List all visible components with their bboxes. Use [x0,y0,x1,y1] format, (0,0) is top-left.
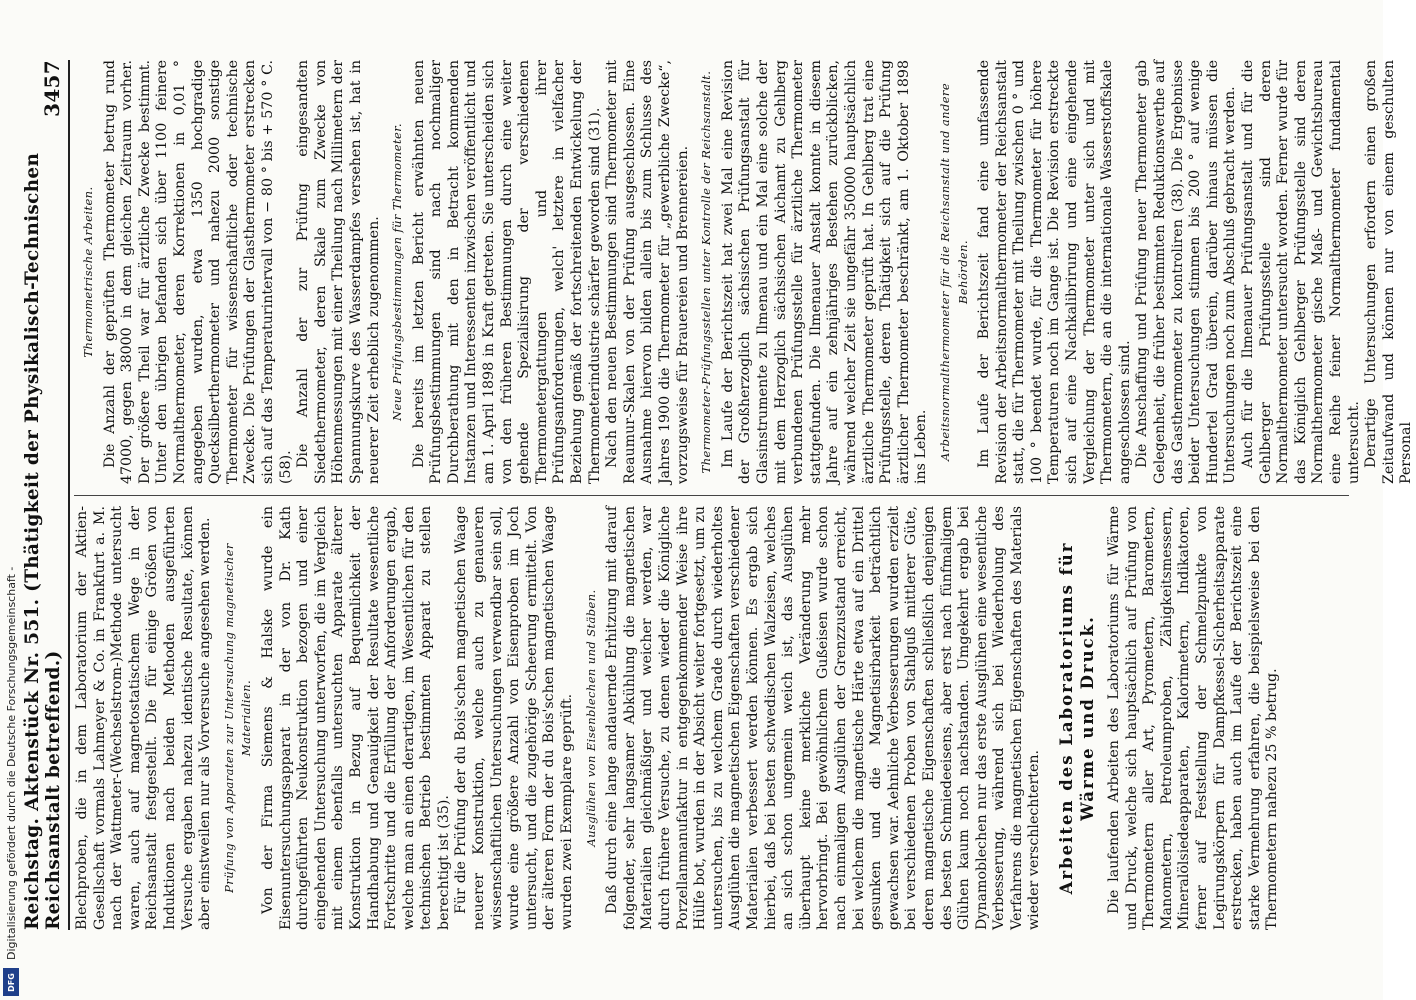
page-header [24,60,70,930]
subheading: Neue Prüfungsbestimmungen für Thermometer. [390,123,405,421]
paragraph: Die Anzahl der zur Prüfung eingesandten Siedethermometer, deren Skale zum Zwecke von Höhenmessungen mit einer Theilung nach Millimetern der Spannungskurve des Wasserdampfes versehen ist, hat in neuerer Zeit erheblich zugenommen. [295,60,382,484]
paragraph: Für die Prüfung der du Bois'schen magnetischen Waage neuerer Konstruktion, welche auch zu genaueren wissenschaftlichen Untersuchungen verwendbar sein soll, wurde eine größere Anzahl von Eisenproben im Joch untersucht, und die zugehörige Scheerung ermittelt. Von der älteren Form der du Bois'schen magnetischen Waage wurden zwei Exemplare geprüft. [453,506,576,930]
footer-credit: Digitalisierung gefördert durch die Deutsche Forschungsgemeinschaft - [5,566,18,960]
section-title: Arbeiten des Laboratoriums für Wärme und Druck. [1057,541,1098,895]
digitization-footer [3,0,21,1000]
dfg-logo-icon [3,968,19,996]
paragraph: Die laufenden Arbeiten des Laboratoriums für Wärme und Druck, welche sich hauptsächlich auf Prüfung von Thermometern aller Art, Pyrometern, Barometern, Manometern, Petroleumproben, Zähigkeitsmessern, Mineralölsiedeapparaten, Kalorimetern, Indikatoren, ferner auf Feststellung der Schmelzpunkte von Legirungskörpern für Dampfkessel-Sicherheitsapparate erstrecken, haben auch im Laufe der Berichtszeit eine starke Vermehrung erfahren, die beispielsweise bei den Thermometern nahezu 25 % betrug. [1106,506,1281,930]
paragraph: Blechproben, die in dem Laboratorium der Aktien-Gesellschaft vormals Lahmeyer & Co. in Frankfurt a. M. nach der Wattmeter-(Wechselstrom-)Methode untersucht waren, auch auf magnetostatischem Wege in der Reichsanstalt festgestellt. Die für einige Größen von Induktionen nach beiden Methoden ausgeführten Versuche ergaben nahezu identische Resultate, können aber einstweilen nur als Vorversuche angesehen werden. [74,506,214,930]
paragraph: Von der Firma Siemens & Halske wurde ein Eisenuntersuchungsapparat in der von Dr. Kath durchgeführten Neukonstruktion bezogen und einer eingehenden Untersuchung unterworfen, die im Vergleich mit einem ebenfalls untersuchten Apparate älterer Konstruktion in Bezug auf Bequemlichkeit der Handhabung und Genauigkeit der Resultate wesentliche Fortschritte und die Erfüllung der Anforderungen ergab, welche man an einen derartigen, im Wesentlichen für den technischen Betrieb bestimmten Apparat zu stellen berechtigt ist (35). [259,506,452,930]
paragraph: Auch für die Ilmenauer Prüfungsanstalt und für die Gehlberger Prüfungsstelle sind deren Normalthermometer untersucht worden. Ferner wurde für das Königlich Gehlberger Prüfungsstelle sind deren Normalthermometer gische Maß- und Gewichtsbureau eine Reihe feiner Normalthermometer fundamental untersucht. [1240,60,1362,484]
paragraph: Daß durch eine lange andauernde Erhitzung mit darauf folgender, sehr langsamer Abkühlung die magnetischen Materialien gleichmäßiger und weicher werden, war durch frühere Versuche, zu denen wieder die Königliche Porzellanmanufaktur in entgegenkommender Weise ihre Hülfe bot, wurden in der Absicht weiter fortgesetzt, um zu untersuchen, bis zu welchem Grade durch wiederholtes Ausglühen die magnetischen Eigenschaften verschiedener Materialien verbessert werden können. Es ergab sich hierbei, daß bei besten schwedischen Walzeisen, welches an sich schon ungemein weich ist, das Ausglühen überhaupt keine merkliche Veränderung mehr hervorbringt. Bei gewöhnlichem Gußeisen wurde schon nach einmaligem Ausglühen der Grenzzustand erreicht, bei welchem die magnetische Härte etwa auf ein Drittel gesunken und die Magnetisirbarkeit beträchtlich gewachsen war. Aehnliche Verbesserungen wurden erzielt bei verschiedenen Proben von Stahlguß mittlerer Güte, deren magnetische Eigenschaften schließlich denjenigen des besten Schmiedeeisens, aber erst nach fünfmaligem Glühen kaum noch nachstanden. Umgekehrt ergab bei Dynamoblechen nur das erste Ausglühen eine wesentliche Verbesserung, während sich bei Wiederholung des Verfahrens die magnetischen Eigenschaften des Materials wieder verschlechterten. [604,506,1043,930]
subheading: Ausglühen von Eisenblechen und Stäben. [583,589,598,847]
right-column [74,60,1415,484]
header-title: Reichstag. Aktenstück Nr. 551. (Thätigkeit der Physikalisch-Technischen Reichsanstalt betreffend.) [22,152,64,930]
subheading: Prüfung von Apparaten zur Untersuchung magnetischer Materialien. [221,543,254,893]
left-column [74,506,1349,930]
subheading: Arbeitsnormalthermometer für die Reichsanstalt und andere Behörden. [937,82,970,462]
paragraph: Derartige Untersuchungen erfordern einen großen Zeitaufwand und können nur von einem geschulten Personal [1363,60,1415,484]
paragraph: Die Anschaffung und Prüfung neuer Thermometer gab Gelegenheit, die früher bestimmten Reduktionswerthe auf das Gasthermometer zu kontroliren (38). Die Ergebnisse beider Untersuchungen stimmen bis 200 ° auf wenige Hundertel Grad überein, darüber hinaus müssen die Untersuchungen noch zum Abschluß gebracht werden. [1134,60,1239,484]
dfg-logo-text: DFG [6,972,16,992]
paragraph: Im Laufe der Berichtszeit hat zwei Mal eine Revision der Großherzoglich sächsischen Prüfungsanstalt für Glasinstrumente zu Ilmenau und ein Mal eine solche der mit dem Herzoglich sächsischen Aichamt zu Gehlberg verbundenen Prüfungsstelle für ärztliche Thermometer stattgefunden. Die Ilmenauer Anstalt konnte in diesem Jahre auf ein zehnjähriges Bestehen zurückblicken, während welcher Zeit sie ungefähr 350000 hauptsächlich ärztliche Thermometer geprüft hat. In Gehlberg trat eine Prüfungsstelle, deren Thätigkeit sich auf die Prüfung ärztlicher Thermometer beschränkt, am 1. Oktober 1898 ins Leben. [719,60,930,484]
paragraph: Nach den neuen Bestimmungen sind Thermometer mit Reaumur-Skalen von der Prüfung ausgeschlossen. Eine Ausnahme hiervon bilden allein bis zum Schlusse des Jahres 1900 die Thermometer für „gewerbliche Zwecke“, vorzugsweise für Brauereien und Brennereien. [604,60,691,484]
column-divider [74,495,1349,496]
paragraph: Die bereits im letzten Bericht erwähnten neuen Prüfungsbestimmungen sind nach nochmaliger Durchberathung mit den in Betracht kommenden Instanzen und Interessenten inzwischen veröffentlicht und am 1. April 1898 in Kraft getreten. Sie unterscheiden sich von den früheren Bestimmungen durch eine weiter gehende Spezialisirung der verschiedenen Thermometergattungen und ihrer Prüfungsanforderungen, welch' letztere in vielfacher Beziehung gemäß der fortschreitenden Entwickelung der Thermometerindustrie schärfer geworden sind (31). [410,60,603,484]
subheading: Thermometrische Arbeiten. [81,186,95,358]
paragraph: Im Laufe der Berichtszeit fand eine umfassende Revision der Arbeitsnormalthermometer der Reichsanstalt statt, die für Thermometer mit Theilung zwischen 0 ° und 100 ° beendet wurde, für die Thermometer für höhere Temperaturen noch im Gange ist. Die Revision erstreckte sich auf eine Nachkalibrirung und eine eingehende Vergleichung der Thermometer unter sich und mit Thermometern, die an die internationale Wasserstoffskale angeschlossen sind. [976,60,1133,484]
paragraph: Die Anzahl der geprüften Thermometer betrug rund 47000, gegen 38000 in dem gleichen Zeitraum vorher. Der größere Theil war für ärztliche Zwecke bestimmt. Unter den übrigen befanden sich über 1100 feinere Normalthermometer, deren Korrektionen in 0,01 ° angegeben wurden, etwa 1350 hochgradige Quecksilberthermometer und nahezu 2000 sonstige Thermometer für wissenschaftliche oder technische Zwecke. Die Prüfungen der Glasthermometer erstrecken sich auf das Temperaturintervall von − 80 ° bis + 570 ° C. (58). [101,60,294,484]
page-number: 3457 [40,60,64,117]
subheading: Thermometer-Prüfungsstellen unter Kontrolle der Reichsanstalt. [699,70,714,474]
